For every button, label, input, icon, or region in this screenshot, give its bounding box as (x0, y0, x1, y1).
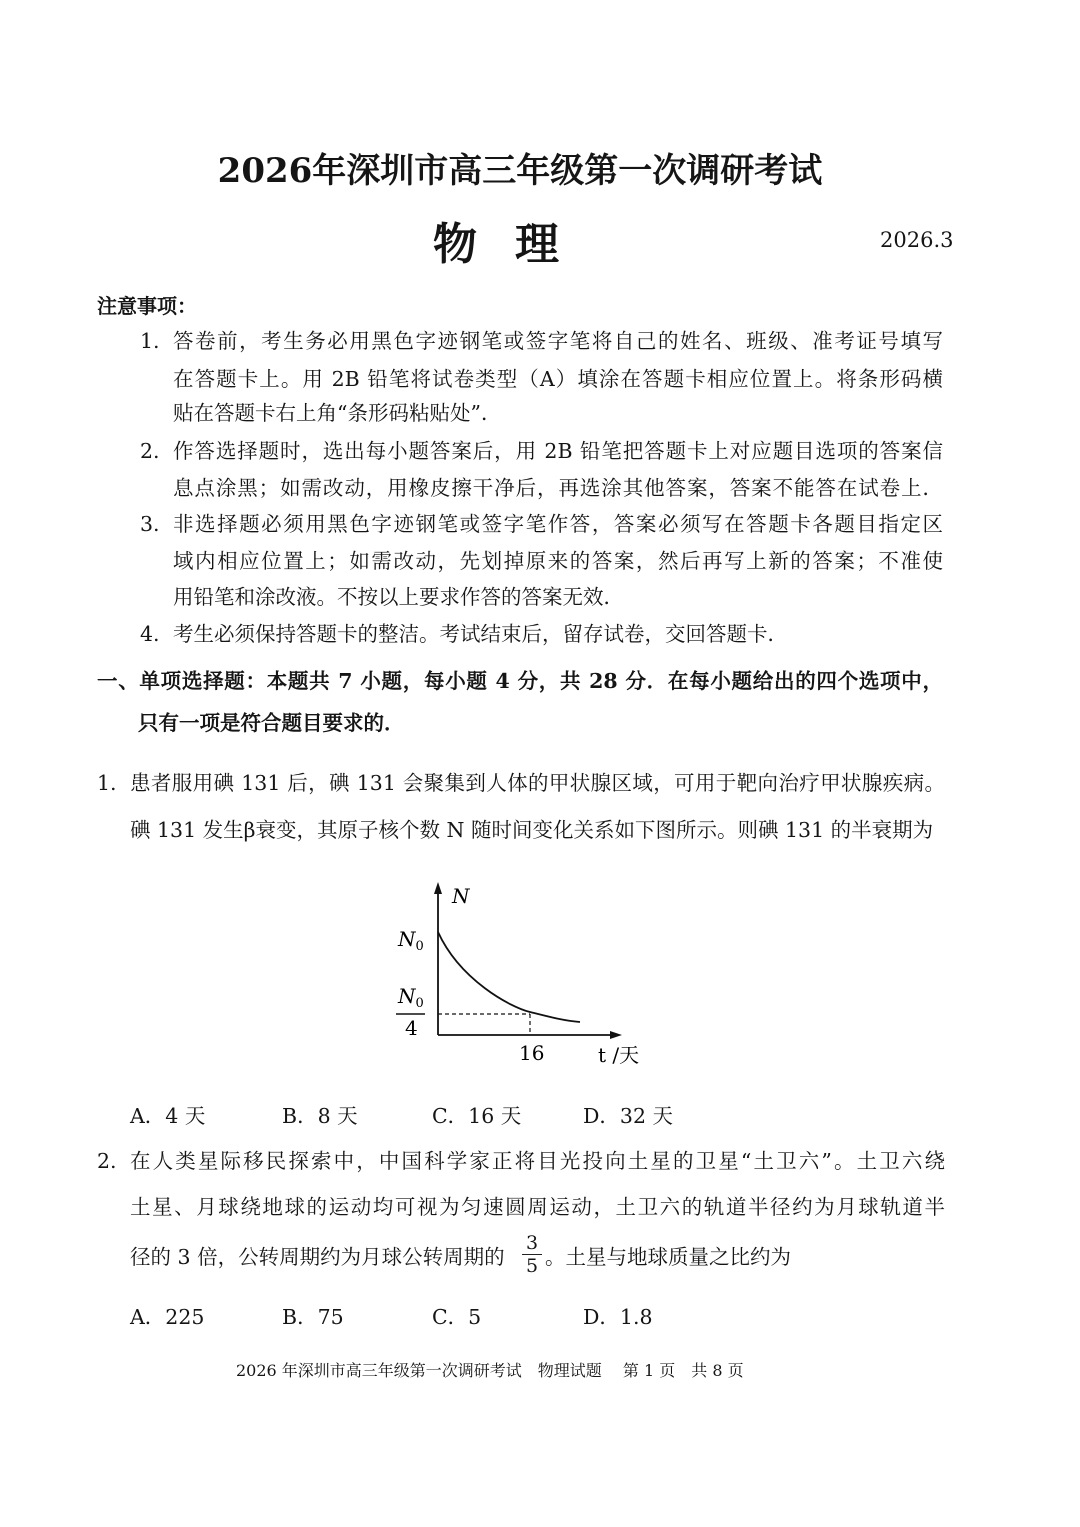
question-text: 患者服用碘 131 后，碘 131 会聚集到人体的甲状腺区域，可用于靶向治疗甲状腺疾病。 (130, 771, 945, 795)
notice-item-line: 息点涂黑；如需改动，用橡皮擦干净后，再选涂其他答案，答案不能答在试卷上． (173, 476, 943, 500)
y-axis (434, 882, 442, 1035)
question-text: 。土星与地球质量之比约为 (545, 1245, 791, 1269)
section-heading-line: 只有一项是符合题目要求的． (138, 711, 405, 735)
y-tick-frac-numerator: $N_0$ (398, 984, 424, 1011)
notice-item-number: 4. (140, 622, 160, 646)
x-tick-16: 16 (519, 1041, 545, 1065)
x-axis-label: t /天 (598, 1043, 640, 1067)
notice-item-number: 3. (140, 512, 160, 536)
question-text: 碘 131 发生β衰变，其原子核个数 N 随时间变化关系如下图所示。则碘 131 的半衰期为 (130, 818, 934, 842)
option-a: A．225 (130, 1305, 205, 1329)
notice-item-line: 答卷前，考生务必用黑色字迹钢笔或签字笔将自己的姓名、班级、准考证号填写 (173, 329, 943, 353)
fraction-numerator: 3 (525, 1232, 539, 1254)
y-axis-label: N (452, 884, 470, 908)
option-c: C．5 (432, 1305, 482, 1329)
option-b: B．75 (282, 1305, 344, 1329)
page-footer: 2026 年深圳市高三年级第一次调研考试 物理试题 第 1 页 共 8 页 (236, 1361, 744, 1380)
question-text: 土星、月球绕地球的运动均可视为匀速圆周运动，土卫六的轨道半径约为月球轨道半 (130, 1195, 945, 1219)
notice-item-number: 2. (140, 439, 160, 463)
y-tick-n0: $N_0$ (398, 927, 424, 954)
notice-item-line: 非选择题必须用黑色字迹钢笔或签字笔作答，答案必须写在答题卡各题目指定区 (173, 512, 943, 536)
option-b: B．8 天 (282, 1104, 358, 1128)
notice-item-number: 1. (140, 329, 160, 353)
question-number: 1. (97, 771, 117, 795)
notice-heading: 注意事项： (97, 294, 197, 318)
exam-title: 2026年深圳市高三年级第一次调研考试 (217, 151, 823, 191)
notice-item-line: 在答题卡上。用 2B 铅笔将试卷类型（A）填涂在答题卡相应位置上。将条形码横 (173, 367, 943, 391)
notice-item-line: 域内相应位置上；如需改动，先划掉原来的答案，然后再写上新的答案；不准使 (173, 549, 943, 573)
y-tick-frac-denominator: 4 (405, 1016, 418, 1040)
option-d: D．32 天 (583, 1104, 674, 1128)
notice-item-line: 考生必须保持答题卡的整洁。考试结束后，留存试卷，交回答题卡． (173, 622, 788, 646)
question-text: 在人类星际移民探索中，中国科学家正将目光投向土星的卫星“土卫六”。土卫六绕 (130, 1149, 945, 1173)
option-a: A．4 天 (130, 1104, 206, 1128)
exam-date: 2026.3 (880, 228, 954, 252)
option-c: C．16 天 (432, 1104, 522, 1128)
notice-item-line: 作答选择题时，选出每小题答案后，用 2B 铅笔把答题卡上对应题目选项的答案信 (173, 439, 943, 463)
option-d: D．1.8 (583, 1305, 653, 1329)
notice-item-line: 贴在答题卡右上角“条形码粘贴处”． (173, 401, 502, 425)
section-heading: 一、单项选择题：本题共 7 小题，每小题 4 分，共 28 分．在每小题给出的四个选项中， (97, 669, 943, 693)
decay-graph (380, 870, 660, 1070)
fraction-denominator: 5 (522, 1254, 542, 1277)
notice-item-line: 用铅笔和涂改液。不按以上要求作答的答案无效． (173, 585, 624, 609)
fraction-three-fifths (522, 1232, 542, 1277)
question-number: 2. (97, 1149, 117, 1173)
decay-curve (438, 932, 580, 1022)
question-text: 径的 3 倍，公转周期约为月球公转周期的 (130, 1245, 505, 1269)
subject-title: 物理 (433, 219, 597, 270)
